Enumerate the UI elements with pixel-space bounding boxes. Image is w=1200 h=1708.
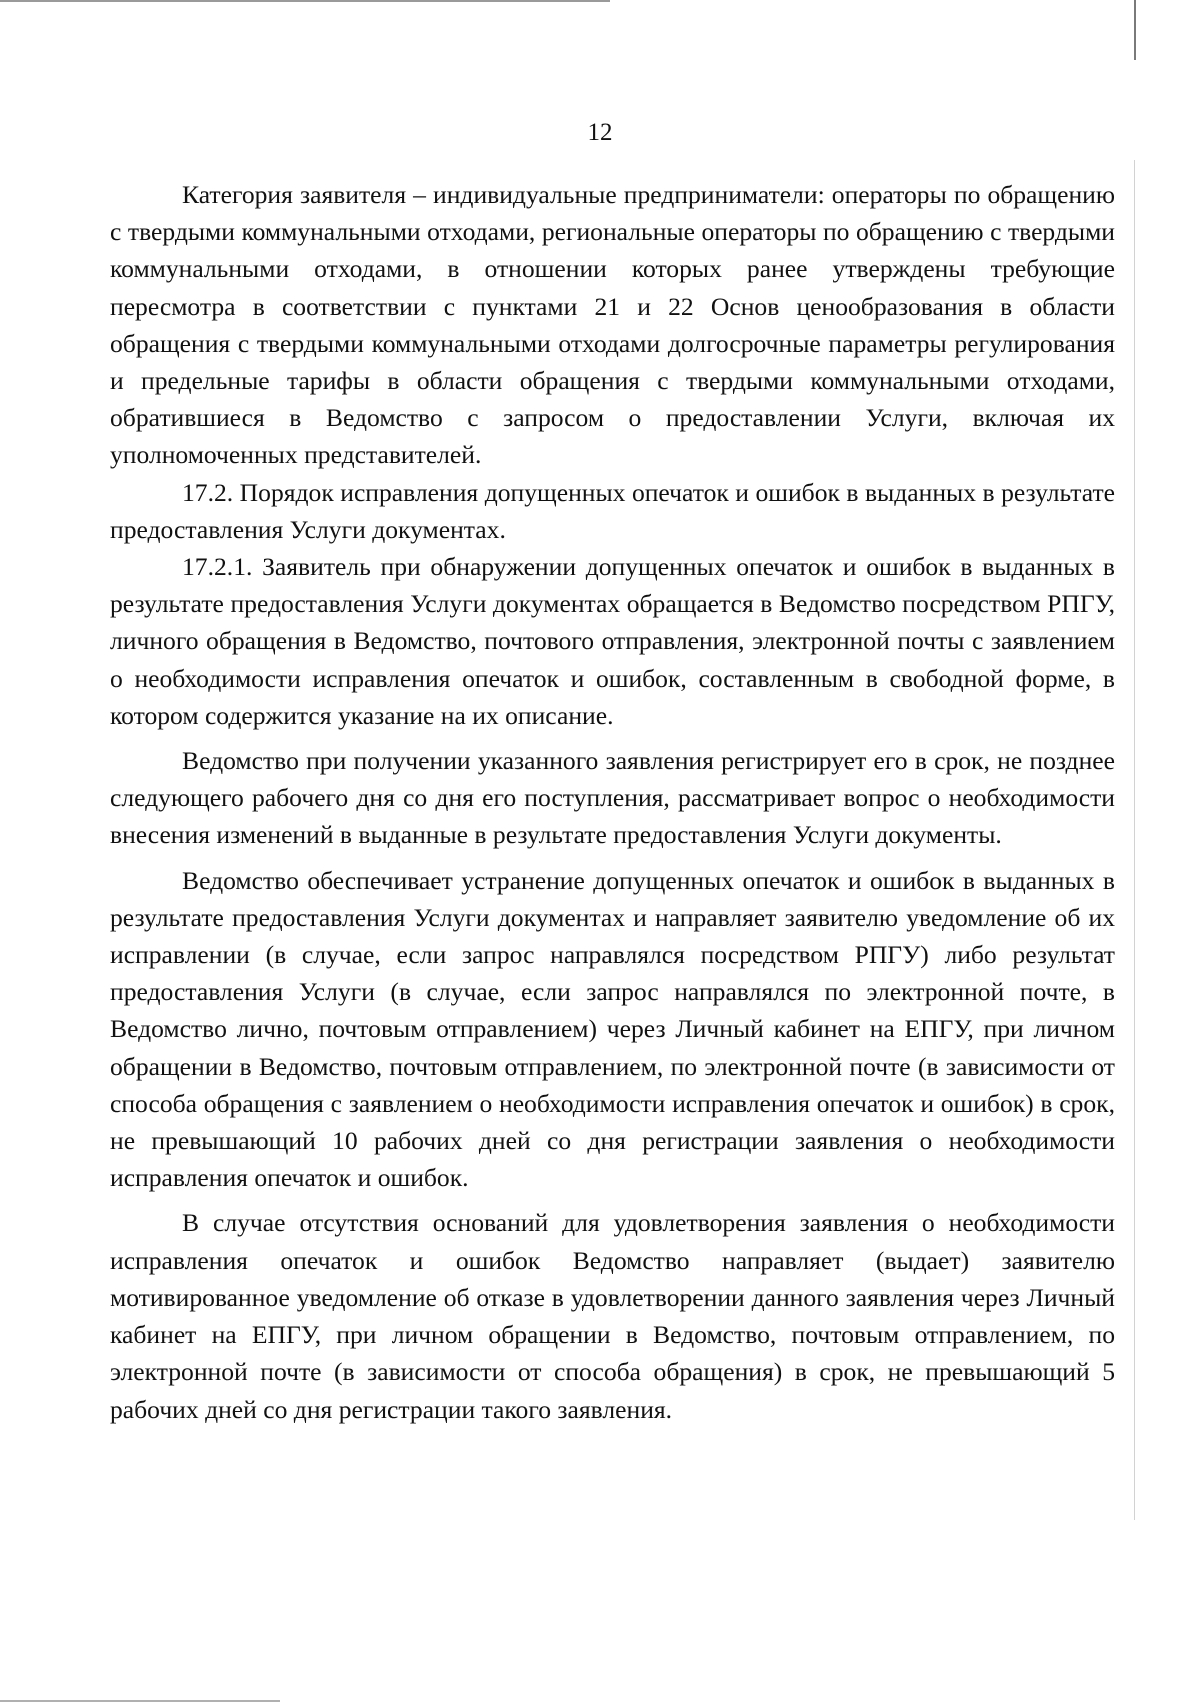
- scan-edge-right: [1134, 0, 1136, 60]
- paragraph-correction: Ведомство обеспечивает устранение допущенных опечаток и ошибок в выданных в результате предоставления Услуги документах и направляет заявителю уведомление об их исправлении (в случае, если запрос направлялся посредством РПГУ) либо результат предоставления Услуги (в случае, если запрос направлялся по электронной почте, в Ведомство лично, почтовым отправлением) через Личный кабинет на ЕПГУ, при личном обращении в Ведомство, почтовым отправлением, по электронной почте (в зависимости от способа обращения с заявлением о необходимости исправления опечаток и ошибок) в срок, не превышающий 10 рабочих дней со дня регистрации заявления о необходимости исправления опечаток и ошибок.: [110, 865, 1115, 1193]
- paragraph-17-2-1: 17.2.1. Заявитель при обнаружении допущенных опечаток и ошибок в выданных в результате предоставления Услуги документах обращается в Ведомство посредством РПГУ, личного обращения в Ведомство, почтового отправления, электронной почты с заявлением о необходимости исправления опечаток и ошибок, составленным в свободной форме, в котором содержится указание на их описание.: [110, 552, 1115, 730]
- page-number: 12: [587, 119, 613, 146]
- paragraph-refusal: В случае отсутствия оснований для удовлетворения заявления о необходимости исправления опечаток и ошибок Ведомство направляет (выдает) заявителю мотивированное уведомление об отказе в удовлетворении данного заявления через Личный кабинет на ЕПГУ, при личном обращении в Ведомство, почтовым отправлением, по электронной почте (в зависимости от способа обращения) в срок, не превышающий 5 рабочих дней со дня регистрации такого заявления.: [110, 1208, 1115, 1424]
- paragraph-registration: Ведомство при получении указанного заявления регистрирует его в срок, не позднее следующего рабочего дня со дня его поступления, рассматривает вопрос о необходимости внесения изменений в выданные в результате предоставления Услуги документы.: [110, 746, 1115, 850]
- scan-edge-right-faint: [1134, 160, 1135, 1520]
- paragraph-applicant-category: Категория заявителя – индивидуальные предприниматели: операторы по обращению с твердыми коммунальными отходами, региональные операторы по обращению с твердыми коммунальными отходами, в отношении которых ранее утверждены требующие пересмотра в соответствии с пунктами 21 и 22 Основ ценообразования в области обращения с твердыми коммунальными отходами долгосрочные параметры регулирования и предельные тарифы в области обращения с твердыми коммунальными отходами, обратившиеся в Ведомство с запросом о предоставлении Услуги, включая их уполномоченных представителей.: [110, 180, 1115, 470]
- paragraph-17-2: 17.2. Порядок исправления допущенных опечаток и ошибок в выданных в результате предоставления Услуги документах.: [110, 477, 1115, 544]
- scan-edge-top: [0, 0, 610, 2]
- document-body: [110, 176, 1115, 1428]
- scan-edge-bottom: [0, 1700, 280, 1702]
